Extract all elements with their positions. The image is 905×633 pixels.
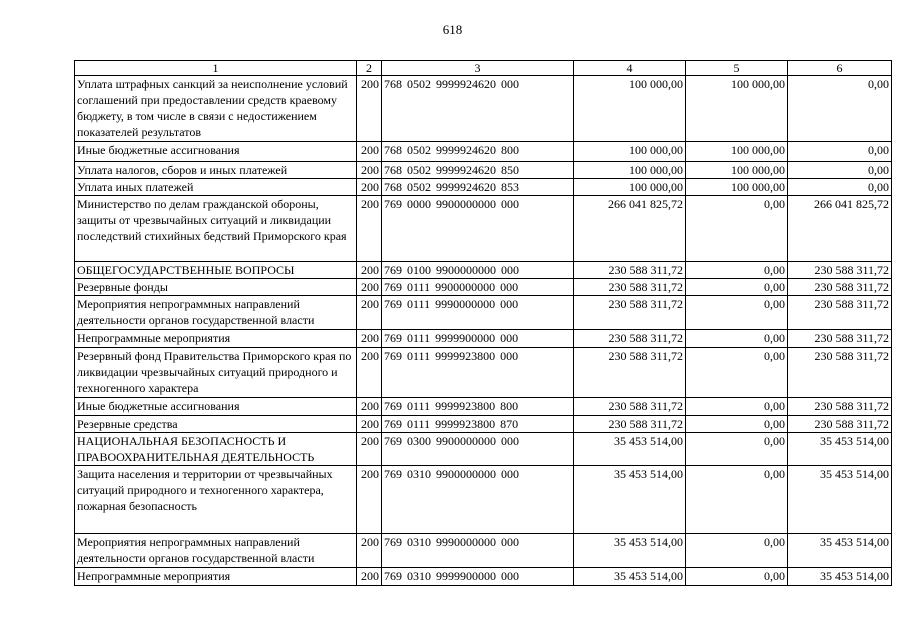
- cell-value-6: 35 453 514,00: [788, 568, 892, 586]
- cell-value-5: 0,00: [686, 398, 788, 416]
- cell-code: 768 0502 9999924620 000: [382, 76, 574, 142]
- cell-value-6: 266 041 825,72: [788, 196, 892, 262]
- cell-description: Уплата иных платежей: [75, 179, 357, 196]
- cell-description: Непрограммные мероприятия: [75, 330, 357, 348]
- cell-code: 769 0111 9999900000 000: [382, 330, 574, 348]
- cell-description: Мероприятия непрограммных направлений деятельности органов государственной власти: [75, 296, 357, 330]
- cell-col2: 200: [357, 330, 382, 348]
- cell-code: 769 0100 9900000000 000: [382, 262, 574, 279]
- cell-code: 769 0310 9999900000 000: [382, 568, 574, 586]
- table-row: [75, 162, 892, 179]
- cell-value-4: 230 588 311,72: [574, 416, 686, 433]
- cell-col2: 200: [357, 162, 382, 179]
- cell-value-5: 0,00: [686, 196, 788, 262]
- cell-value-4: 35 453 514,00: [574, 568, 686, 586]
- table-row: [75, 348, 892, 398]
- column-header: 4: [574, 61, 686, 76]
- cell-description: Министерство по делам гражданской обороны, защиты от чрезвычайных ситуаций и ликвидации последствий стихийных бедствий Приморского края: [75, 196, 357, 262]
- table-header-row: [75, 61, 892, 76]
- cell-code: 769 0111 9990000000 000: [382, 296, 574, 330]
- cell-code: 769 0300 9900000000 000: [382, 433, 574, 466]
- cell-value-4: 100 000,00: [574, 76, 686, 142]
- cell-col2: 200: [357, 262, 382, 279]
- cell-col2: 200: [357, 534, 382, 568]
- table-row: [75, 262, 892, 279]
- cell-code: 769 0000 9900000000 000: [382, 196, 574, 262]
- cell-description: Иные бюджетные ассигнования: [75, 142, 357, 162]
- cell-description: Защита населения и территории от чрезвычайных ситуаций природного и техногенного характера, пожарная безопасность: [75, 466, 357, 534]
- cell-value-6: 35 453 514,00: [788, 534, 892, 568]
- table-row: [75, 196, 892, 262]
- budget-table: [74, 60, 892, 586]
- cell-description: Резервные фонды: [75, 279, 357, 296]
- cell-value-5: 0,00: [686, 433, 788, 466]
- cell-description: Иные бюджетные ассигнования: [75, 398, 357, 416]
- cell-value-6: 0,00: [788, 76, 892, 142]
- cell-col2: 200: [357, 466, 382, 534]
- cell-value-5: 100 000,00: [686, 179, 788, 196]
- cell-value-6: 230 588 311,72: [788, 398, 892, 416]
- cell-value-5: 0,00: [686, 279, 788, 296]
- column-header: 2: [357, 61, 382, 76]
- cell-value-5: 0,00: [686, 416, 788, 433]
- cell-code: 769 0111 9999923800 870: [382, 416, 574, 433]
- cell-code: 769 0111 9900000000 000: [382, 279, 574, 296]
- table-row: [75, 568, 892, 586]
- cell-col2: 200: [357, 196, 382, 262]
- cell-value-5: 0,00: [686, 296, 788, 330]
- table-row: [75, 466, 892, 534]
- cell-value-5: 100 000,00: [686, 76, 788, 142]
- column-header: 3: [382, 61, 574, 76]
- page-number: 618: [442, 22, 463, 37]
- cell-value-4: 230 588 311,72: [574, 262, 686, 279]
- cell-value-6: 35 453 514,00: [788, 433, 892, 466]
- cell-value-5: 0,00: [686, 330, 788, 348]
- cell-code: 769 0310 9900000000 000: [382, 466, 574, 534]
- cell-col2: 200: [357, 348, 382, 398]
- table-row: [75, 330, 892, 348]
- cell-description: ОБЩЕГОСУДАРСТВЕННЫЕ ВОПРОСЫ: [75, 262, 357, 279]
- cell-description: Уплата штрафных санкций за неисполнение условий соглашений при предоставлении средств краевому бюджету, в том числе в связи с недостижением показателей результатов: [75, 76, 357, 142]
- cell-value-5: 0,00: [686, 262, 788, 279]
- cell-description: Непрограммные мероприятия: [75, 568, 357, 586]
- cell-description: НАЦИОНАЛЬНАЯ БЕЗОПАСНОСТЬ И ПРАВООХРАНИТЕЛЬНАЯ ДЕЯТЕЛЬНОСТЬ: [75, 433, 357, 466]
- cell-value-5: 100 000,00: [686, 142, 788, 162]
- cell-value-5: 100 000,00: [686, 162, 788, 179]
- cell-code: 768 0502 9999924620 800: [382, 142, 574, 162]
- cell-value-5: 0,00: [686, 466, 788, 534]
- cell-value-4: 230 588 311,72: [574, 279, 686, 296]
- cell-value-4: 35 453 514,00: [574, 534, 686, 568]
- table-row: [75, 398, 892, 416]
- cell-col2: 200: [357, 279, 382, 296]
- cell-value-4: 230 588 311,72: [574, 398, 686, 416]
- cell-col2: 200: [357, 433, 382, 466]
- cell-col2: 200: [357, 296, 382, 330]
- cell-value-6: 230 588 311,72: [788, 416, 892, 433]
- cell-value-6: 230 588 311,72: [788, 296, 892, 330]
- cell-description: Резервные средства: [75, 416, 357, 433]
- table-row: [75, 433, 892, 466]
- cell-value-4: 100 000,00: [574, 142, 686, 162]
- cell-description: Уплата налогов, сборов и иных платежей: [75, 162, 357, 179]
- cell-value-6: 230 588 311,72: [788, 348, 892, 398]
- cell-code: 768 0502 9999924620 853: [382, 179, 574, 196]
- cell-value-5: 0,00: [686, 348, 788, 398]
- cell-value-4: 266 041 825,72: [574, 196, 686, 262]
- cell-code: 769 0310 9990000000 000: [382, 534, 574, 568]
- cell-description: Мероприятия непрограммных направлений деятельности органов государственной власти: [75, 534, 357, 568]
- cell-code: 769 0111 9999923800 800: [382, 398, 574, 416]
- cell-value-6: 230 588 311,72: [788, 262, 892, 279]
- table-row: [75, 279, 892, 296]
- table-row: [75, 296, 892, 330]
- cell-value-4: 230 588 311,72: [574, 330, 686, 348]
- cell-value-6: 230 588 311,72: [788, 330, 892, 348]
- cell-value-6: 0,00: [788, 162, 892, 179]
- table-row: [75, 142, 892, 162]
- cell-value-4: 100 000,00: [574, 179, 686, 196]
- cell-code: 769 0111 9999923800 000: [382, 348, 574, 398]
- cell-code: 768 0502 9999924620 850: [382, 162, 574, 179]
- table-row: [75, 179, 892, 196]
- cell-value-6: 35 453 514,00: [788, 466, 892, 534]
- cell-value-5: 0,00: [686, 568, 788, 586]
- cell-col2: 200: [357, 398, 382, 416]
- table-row: [75, 76, 892, 142]
- column-header: 5: [686, 61, 788, 76]
- cell-col2: 200: [357, 568, 382, 586]
- column-header: 6: [788, 61, 892, 76]
- table-row: [75, 416, 892, 433]
- cell-value-6: 230 588 311,72: [788, 279, 892, 296]
- table-row: [75, 534, 892, 568]
- cell-col2: 200: [357, 142, 382, 162]
- cell-value-4: 35 453 514,00: [574, 433, 686, 466]
- cell-value-4: 100 000,00: [574, 162, 686, 179]
- cell-description: Резервный фонд Правительства Приморского края по ликвидации чрезвычайных ситуаций природного и техногенного характера: [75, 348, 357, 398]
- column-header: 1: [75, 61, 357, 76]
- cell-value-6: 0,00: [788, 179, 892, 196]
- cell-col2: 200: [357, 76, 382, 142]
- cell-col2: 200: [357, 179, 382, 196]
- cell-value-5: 0,00: [686, 534, 788, 568]
- cell-value-4: 35 453 514,00: [574, 466, 686, 534]
- cell-col2: 200: [357, 416, 382, 433]
- cell-value-6: 0,00: [788, 142, 892, 162]
- cell-value-4: 230 588 311,72: [574, 296, 686, 330]
- cell-value-4: 230 588 311,72: [574, 348, 686, 398]
